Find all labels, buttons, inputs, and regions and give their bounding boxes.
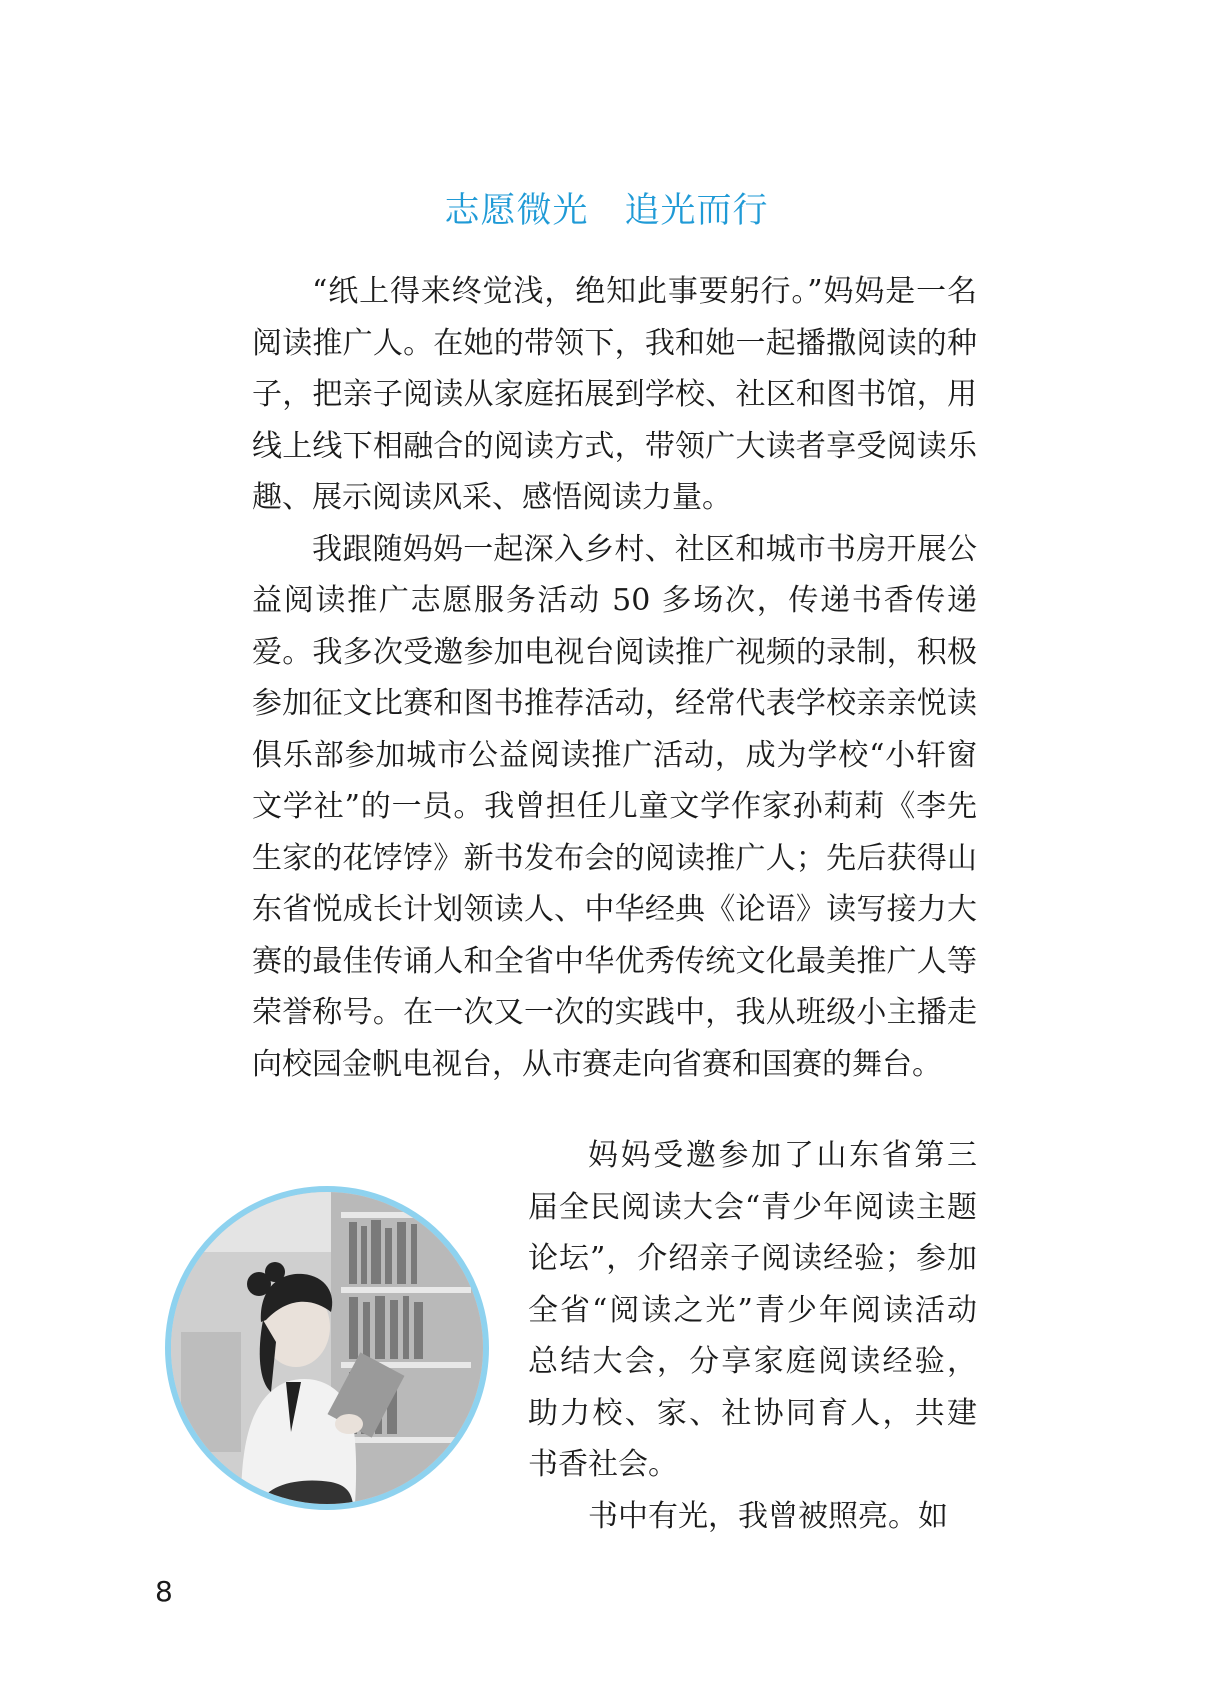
paragraph: “纸上得来终觉浅，绝知此事要躬行。”妈妈是一名阅读推广人。在她的带领下，我和她一起播撒阅读的种子，把亲子阅读从家庭拓展到学校、社区和图书馆，用线上线下相融合的阅读方式，带领广大读者享受阅读乐趣、展示阅读风采、感悟阅读力量。 [252,274,977,515]
page-title: 志愿微光 追光而行 [444,191,769,231]
lower-text-section [252,1130,977,1542]
paragraph: 妈妈受邀参加了山东省第三届全民阅读大会“青少年阅读主题论坛”，介绍亲子阅读经验；参加全省“阅读之光”青少年阅读活动总结大会，分享家庭阅读经验，助力校、家、社协同育人，共建书香社会。 [528,1138,977,1482]
body-text [252,266,977,1090]
paragraph: 我跟随妈妈一起深入乡村、社区和城市书房开展公益阅读推广志愿服务活动 50 多场次，传递书香传递爱。我多次受邀参加电视台阅读推广视频的录制，积极参加征文比赛和图书推荐活动，经常代表学校亲亲悦读俱乐部参加城市公益阅读推广活动，成为学校“小轩窗文学社”的一员。我曾担任儿童文学作家孙莉莉《李先生家的花饽饽》新书发布会的阅读推广人；先后获得山东省悦成长计划领读人、中华经典《论语》读写接力大赛的最佳传诵人和全省中华优秀传统文化最美推广人等荣誉称号。在一次又一次的实践中，我从班级小主播走向校园金帆电视台，从市赛走向省赛和国赛的舞台。 [252,531,977,1082]
page-number: 8 [155,1575,173,1608]
paragraph: 书中有光，我曾被照亮。如 [588,1498,948,1534]
lower-text-column [528,1130,977,1542]
